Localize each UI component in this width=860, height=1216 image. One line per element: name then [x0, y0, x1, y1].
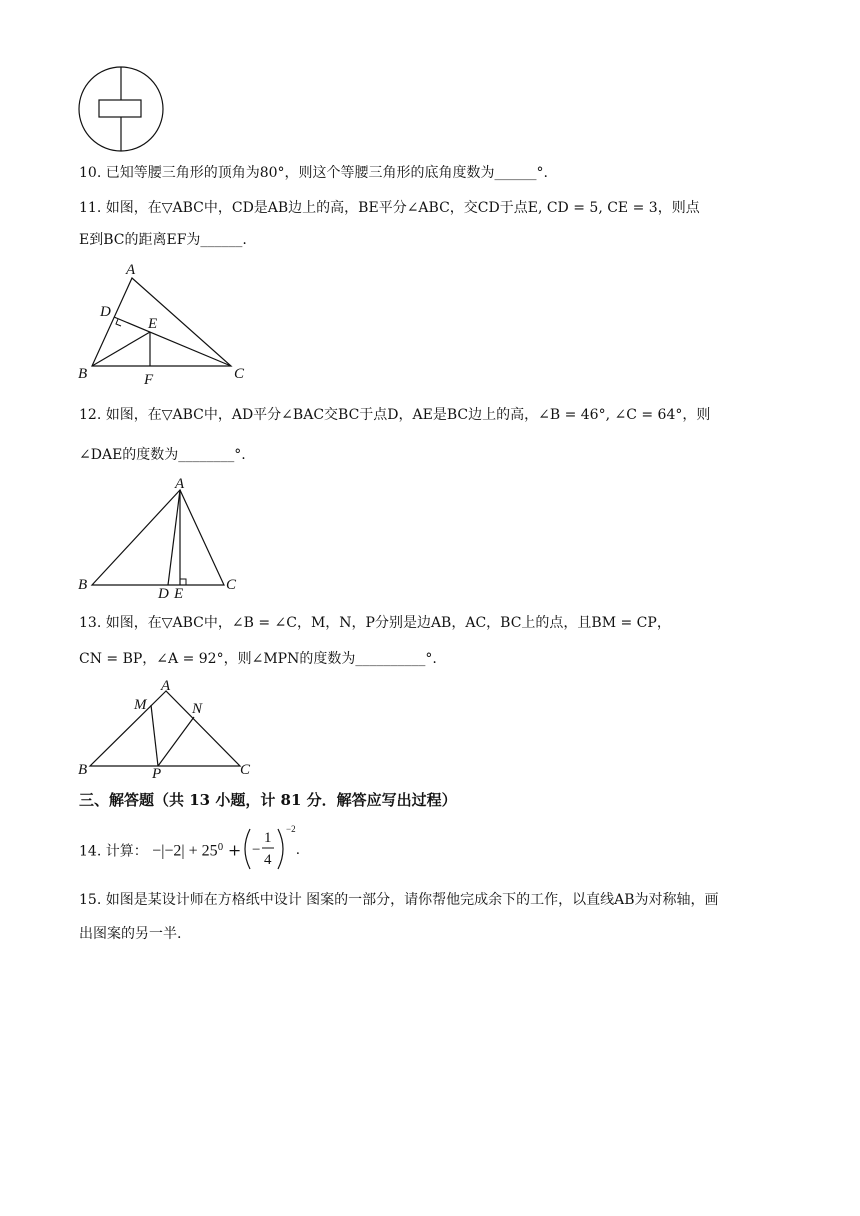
- question-13-text-1: 13. 如图，在▽ABC中，∠B = ∠C，M，N，P分别是边AB，AC，BC上的点，且BM = CP，: [79, 615, 671, 631]
- question-14-fraction: [242, 824, 322, 874]
- label-f: F: [144, 372, 154, 388]
- triangle-abc: [92, 490, 224, 585]
- question-13-text-2: CN = BP，∠A = 92°，则∠MPN的度数为__________°.: [79, 651, 437, 667]
- question-14-expr: −|−2| + 25: [152, 842, 218, 860]
- question-15-text-2: 出图案的另一半.: [79, 926, 182, 942]
- question-15-text-1: 15. 如图是某设计师在方格纸中设计 图案的一部分，请你帮他完成余下的工作，以直线AB为对称轴，画: [79, 892, 719, 908]
- question-14-plus: +: [227, 840, 242, 860]
- question-12-figure: [76, 475, 256, 600]
- label-c: C: [226, 577, 237, 593]
- question-12-text-1: 12. 如图，在▽ABC中，AD平分∠BAC交BC于点D，AE是BC边上的高，∠B = 46°, ∠C = 64°，则: [79, 407, 711, 423]
- question-14-exp0: 0: [217, 843, 224, 853]
- label-b: B: [78, 577, 88, 593]
- question-12-line-1: [79, 405, 710, 425]
- question-12-text-2: ∠DAE的度数为________°.: [79, 447, 246, 463]
- label-a: A: [161, 678, 171, 694]
- question-11-text-1: 11. 如图，在▽ABC中，CD是AB边上的高，BE平分∠ABC，交CD于点E, CD = 5, CE = 3，则点: [79, 200, 700, 216]
- fraction-minus: −: [252, 842, 261, 858]
- label-p: P: [152, 766, 162, 782]
- segment-pn: [158, 717, 194, 766]
- label-b: B: [78, 762, 88, 778]
- label-c: C: [234, 366, 245, 382]
- label-e: E: [174, 586, 184, 602]
- triangle-abc: [90, 691, 240, 766]
- question-13-figure: [76, 677, 266, 782]
- question-11-text-2: E到BC的距离EF为______.: [79, 232, 247, 248]
- right-angle-mark-e: [180, 579, 186, 585]
- segment-cd: [114, 317, 231, 366]
- label-a: A: [175, 476, 185, 492]
- center-rectangle: [99, 100, 141, 117]
- fraction-exponent: −2: [286, 824, 296, 834]
- question-14-tail: .: [296, 842, 300, 858]
- label-m: M: [134, 697, 147, 713]
- question-14: [79, 838, 241, 868]
- label-e: E: [148, 316, 158, 332]
- segment-mp: [151, 705, 158, 766]
- question-14-prefix: 14. 计算：: [79, 843, 148, 860]
- label-d: D: [158, 586, 169, 602]
- label-b: B: [78, 366, 88, 382]
- segment-be: [92, 332, 150, 366]
- question-10: [79, 163, 548, 183]
- left-paren: [245, 829, 250, 869]
- label-a: A: [126, 262, 136, 278]
- question-11-line-2: [79, 230, 247, 250]
- question-10-text: 10. 已知等腰三角形的顶角为80°，则这个等腰三角形的底角度数为______°.: [79, 165, 548, 181]
- triangle-abc: [92, 278, 231, 366]
- right-paren: [278, 829, 283, 869]
- circle-symbol-figure: [76, 68, 168, 152]
- section-3-title: 三、解答题（共 13 小题，计 81 分．解答应写出过程）: [79, 791, 457, 809]
- label-n: N: [192, 701, 203, 717]
- fraction-numerator: 1: [264, 830, 272, 846]
- question-15-line-1: [79, 890, 719, 910]
- section-3-heading: [79, 790, 457, 810]
- question-11-figure: [76, 258, 256, 388]
- label-c: C: [240, 762, 251, 778]
- label-d: D: [100, 304, 111, 320]
- segment-ad: [168, 490, 180, 585]
- fraction-denominator: 4: [264, 852, 272, 868]
- question-11-line-1: [79, 198, 700, 218]
- question-12-line-2: [79, 445, 246, 465]
- question-13-line-2: [79, 649, 437, 669]
- question-13-line-1: [79, 613, 671, 633]
- question-15-line-2: [79, 924, 181, 944]
